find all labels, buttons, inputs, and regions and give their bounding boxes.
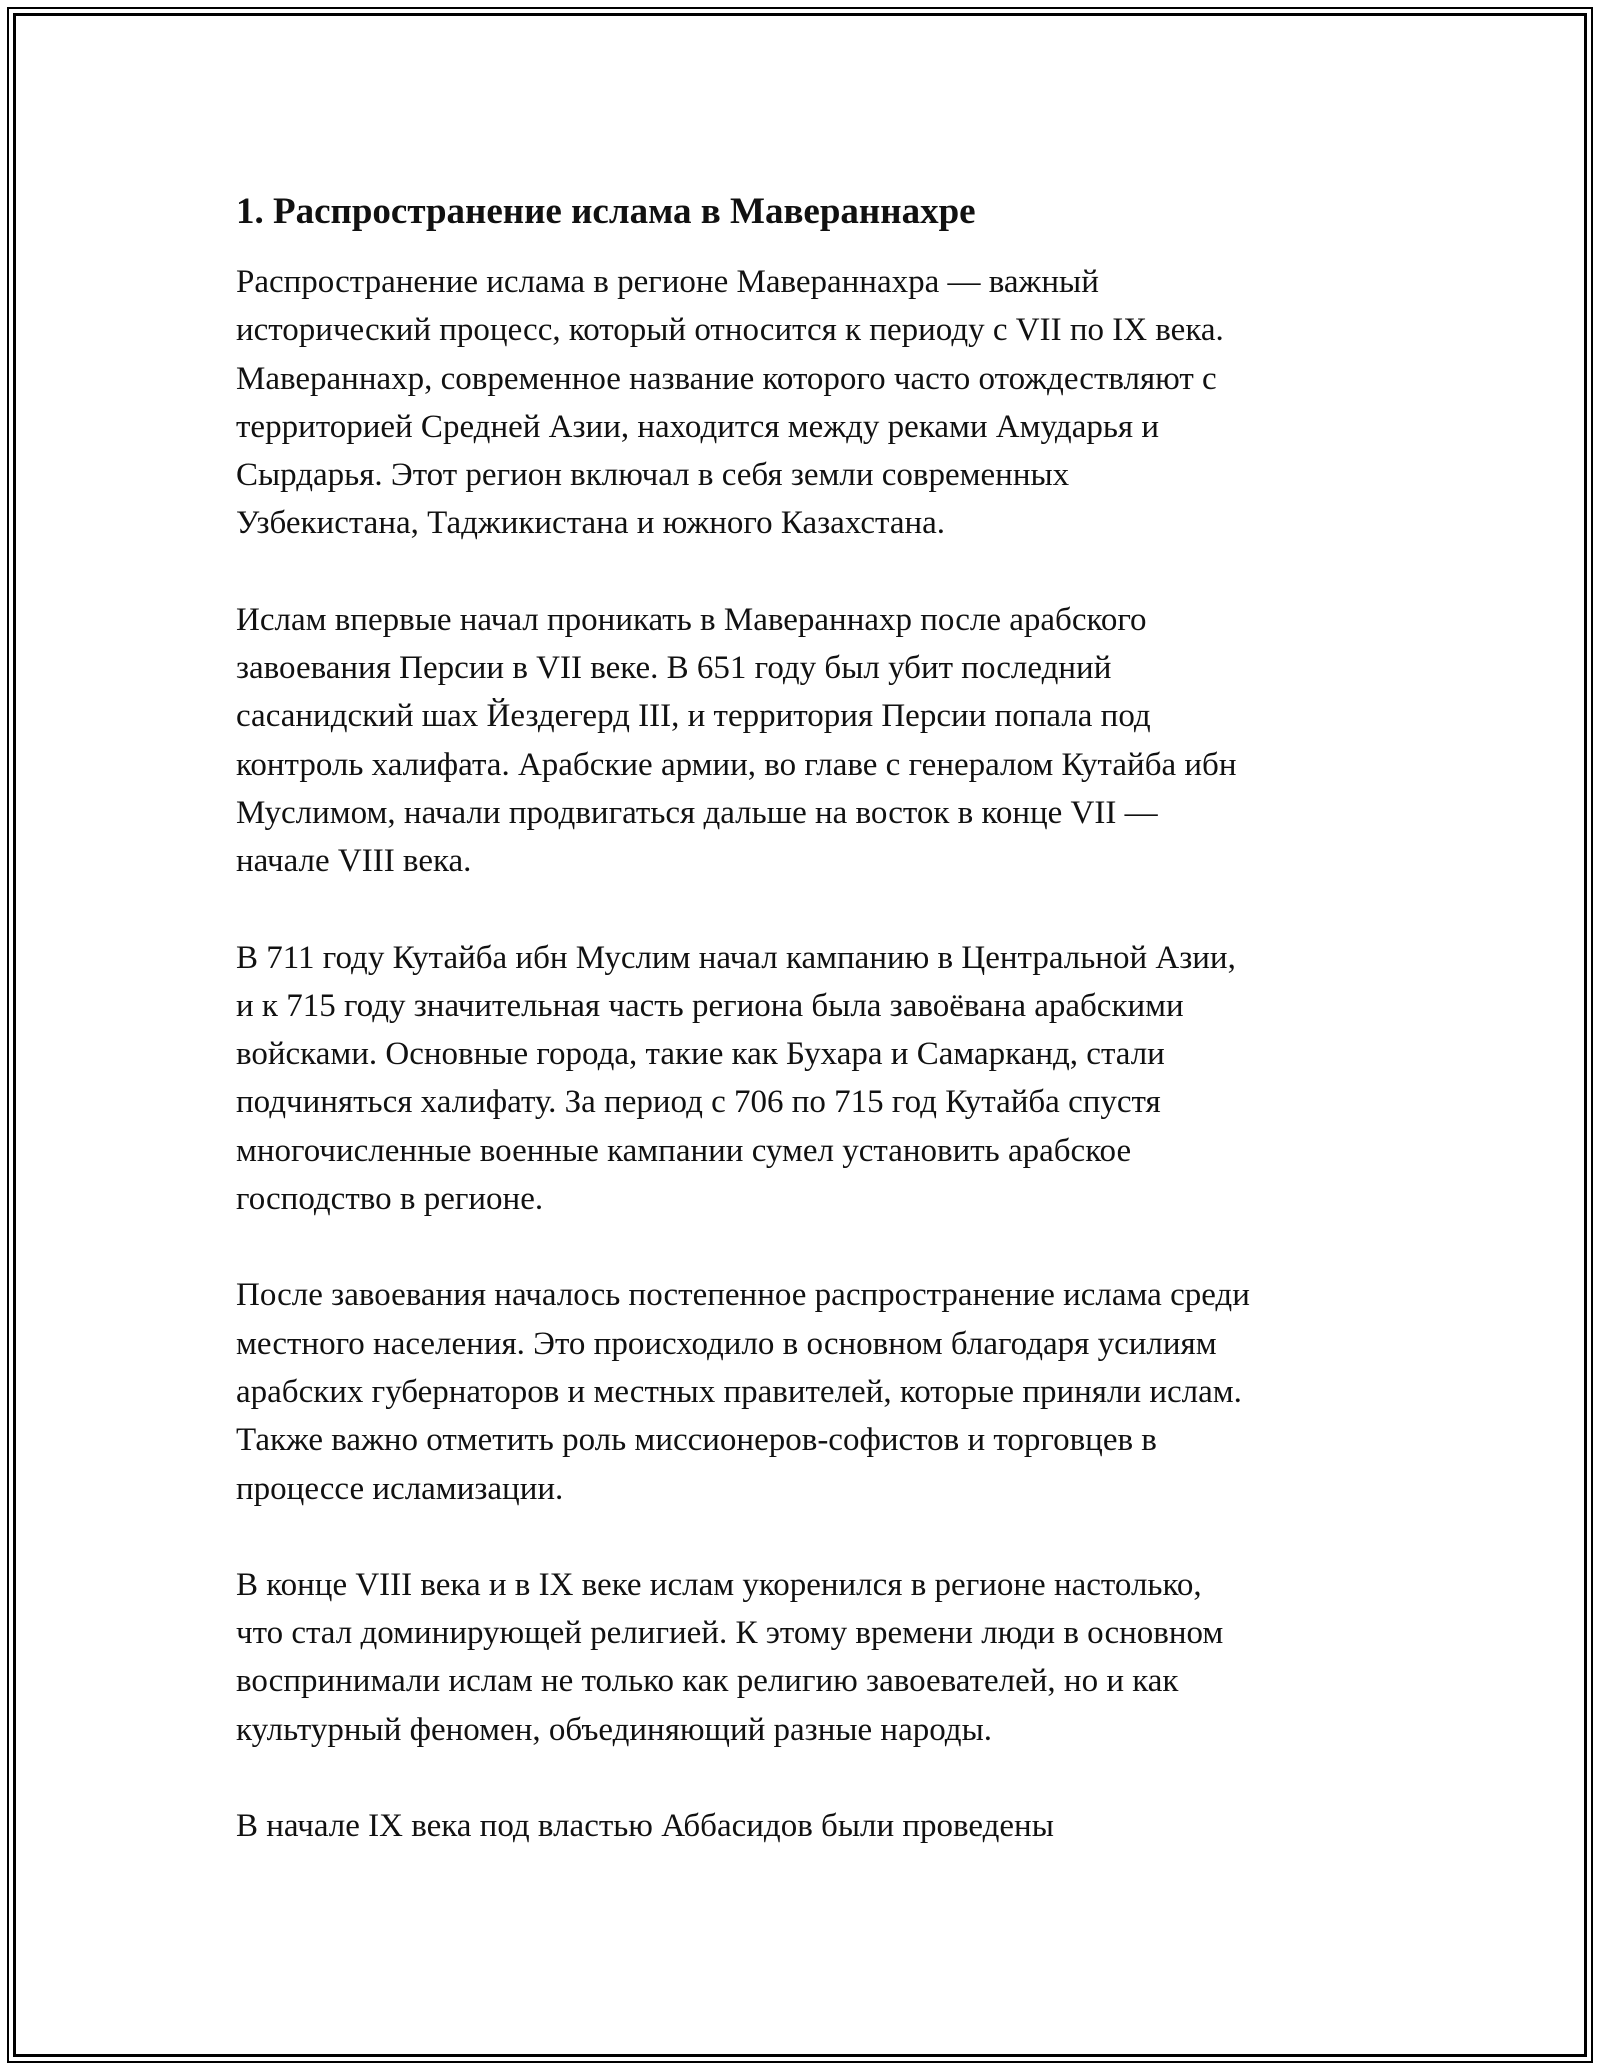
text-line: Также важно отметить роль миссионеров-софистов и торговцев в (236, 1422, 1157, 1459)
text-line: В конце VIII века и в IX веке ислам укоренился в регионе настолько, (236, 1566, 1202, 1603)
text-line: процессе исламизации. (236, 1470, 564, 1507)
text-line: исторический процесс, который относится к периоду с VII по IX века. (236, 312, 1224, 349)
text-line: территорией Средней Азии, находится между реками Амударья и (236, 408, 1160, 445)
paragraph-4 (236, 1271, 1376, 1512)
text-line: воспринимали ислам не только как религию завоевателей, но и как (236, 1663, 1179, 1700)
text-line: контроль халифата. Арабские армии, во главе с генералом Кутайба ибн (236, 746, 1237, 783)
text-line: подчиняться халифату. За период с 706 по 715 год Кутайба спустя (236, 1084, 1161, 1121)
text-line: местного населения. Это происходило в основном благодаря усилиям (236, 1325, 1217, 1362)
text-line: арабских губернаторов и местных правителей, которые приняли ислам. (236, 1373, 1242, 1410)
text-line: сасанидский шах Йездегерд III, и территория Персии попала под (236, 698, 1151, 735)
text-line: и к 715 году значительная часть региона была завоёвана арабскими (236, 987, 1184, 1024)
paragraph-6 (236, 1802, 1376, 1850)
paragraph-5 (236, 1561, 1376, 1754)
text-line: культурный феномен, объединяющий разные народы. (236, 1711, 993, 1748)
text-line: Мавераннахр, современное название которого часто отождествляют с (236, 360, 1217, 397)
text-line: войсками. Основные города, такие как Бухара и Самарканд, стали (236, 1036, 1165, 1073)
text-line: Муслимом, начали продвигаться дальше на восток в конце VII — (236, 794, 1158, 831)
text-line: Узбекистана, Таджикистана и южного Казахстана. (236, 505, 946, 542)
paragraph-1 (236, 258, 1376, 548)
text-line: завоевания Персии в VII веке. В 651 году был убит последний (236, 650, 1112, 687)
text-line: начале VIII века. (236, 843, 472, 880)
text-line: В начале IX века под властью Аббасидов были проведены (236, 1808, 1054, 1845)
text-line: что стал доминирующей религией. К этому времени люди в основном (236, 1615, 1224, 1652)
text-line: господство в регионе. (236, 1181, 544, 1218)
paragraph-2 (236, 596, 1376, 886)
text-line: После завоевания началось постепенное распространение ислама среди (236, 1277, 1250, 1314)
text-line: многочисленные военные кампании сумел установить арабское (236, 1132, 1132, 1169)
paragraph-3 (236, 934, 1376, 1224)
text-line: Сырдарья. Этот регион включал в себя земли современных (236, 457, 1070, 494)
text-line: Распространение ислама в регионе Мавераннахра — важный (236, 264, 1099, 300)
document-body (236, 188, 1376, 1898)
text-line: В 711 году Кутайба ибн Муслим начал кампанию в Центральной Азии, (236, 939, 1236, 976)
section-heading: 1. Распространение ислама в Мавераннахре (236, 191, 976, 232)
text-line: Ислам впервые начал проникать в Мавераннахр после арабского (236, 601, 1147, 638)
